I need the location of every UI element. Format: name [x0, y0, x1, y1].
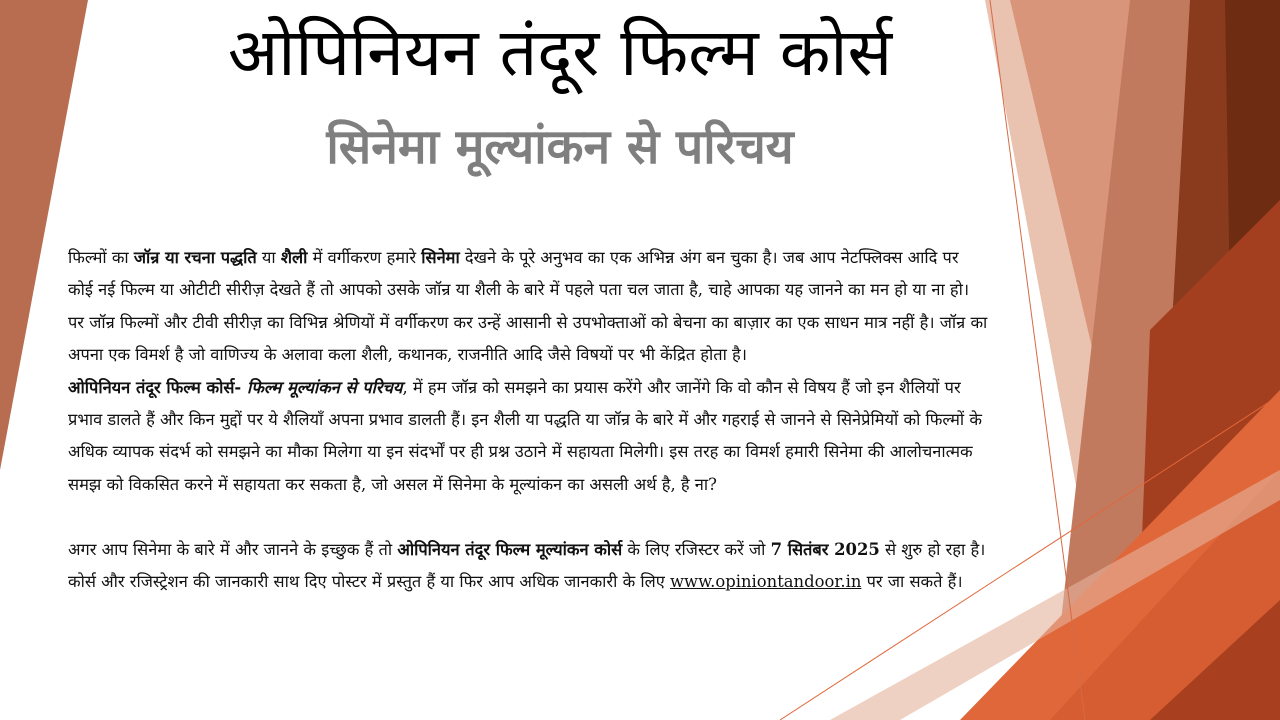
- paragraph-intro: [68, 242, 988, 372]
- bold-run: जॉन्र या रचना पद्धति: [133, 248, 257, 267]
- spacer: [68, 501, 988, 533]
- bold-run: शैली: [280, 248, 308, 267]
- text-run: देखने के पूरे अनुभव का एक अभिन्न अंग बन चुका है। जब आप नेटफ्लिक्स आदि पर कोई नई फिल्म या ओटीटी सीरीज़ देखते हैं तो आपको उसके जॉन्र या शैली के बारे में पहले पता चल जाता है, चाहे आपका यह जानने का मन हो या ना हो। पर जॉन्र फिल्मों और टीवी सीरीज़ का विभिन्न श्रेणियों में वर्गीकरण कर उन्हें आसानी से उपभोक्ताओं को बेचना का बाज़ार का एक साधन मात्र नहीं है। जॉन्र का अपना एक विमर्श है जो वाणिज्य के अलावा कला शैली, कथानक, राजनीति आदि जैसे विषयों पर भी केंद्रित होता है।: [68, 248, 988, 365]
- bold-run: सिनेमा: [421, 248, 460, 267]
- start-date: 7 सितंबर 2025: [770, 539, 880, 559]
- text-run: अगर आप सिनेमा के बारे में और जानने के इच्छुक हैं तो: [68, 539, 398, 559]
- text-run: के लिए रजिस्टर करें जो: [622, 539, 771, 559]
- body-text: [68, 242, 988, 598]
- text-run: फिल्मों का: [68, 248, 134, 267]
- text-run: या: [256, 248, 281, 267]
- text-run: में वर्गीकरण हमारे: [307, 248, 422, 267]
- text-run: पर जा सकते हैं।: [861, 572, 963, 592]
- course-name: ओपिनियन तंदूर फिल्म कोर्स-: [68, 377, 247, 397]
- text-run: , में हम जॉन्र को समझने का प्रयास करेंगे और जानेंगे कि वो कौन से विषय हैं जो इन शैलियों पर प्रभाव डालते हैं और किन मुद्दों पर ये शैलियाँ अपना प्रभाव डालती हैं। इन शैली या पद्धति या जॉन्र के बारे में और गहराई से जानने से सिनेप्रेमियों को फिल्मों के अधिक व्यापक संदर्भ को समझने का मौका मिलेगा या इन संदर्भों पर ही प्रश्न उठाने में सहायता मिलेगी। इस तरह का विमर्श हमारी सिनेमा की आलोचनात्मक समझ को विकसित करने में सहायता कर सकता है, जो असल में सिनेमा के मूल्यांकन का असली अर्थ है, है ना?: [68, 377, 982, 494]
- paragraph-registration: [68, 534, 988, 599]
- course-subtitle-italic: फिल्म मूल्यांकन से परिचय: [246, 377, 403, 397]
- paragraph-course: [68, 372, 988, 502]
- slide-subtitle: सिनेमा मूल्यांकन से परिचय: [326, 119, 794, 175]
- website-link[interactable]: www.opiniontandoor.in: [670, 572, 862, 592]
- course-name: ओपिनियन तंदूर फिल्म मूल्यांकन कोर्स: [397, 539, 623, 559]
- slide-title: ओपिनियन तंदूर फिल्म कोर्स: [227, 14, 893, 91]
- text-run: से शुरु हो रहा है। कोर्स और रजिस्ट्रेशन की जानकारी साथ दिए पोस्टर में प्रस्तुत हैं या फिर आप अधिक जानकारी के लिए: [68, 539, 986, 592]
